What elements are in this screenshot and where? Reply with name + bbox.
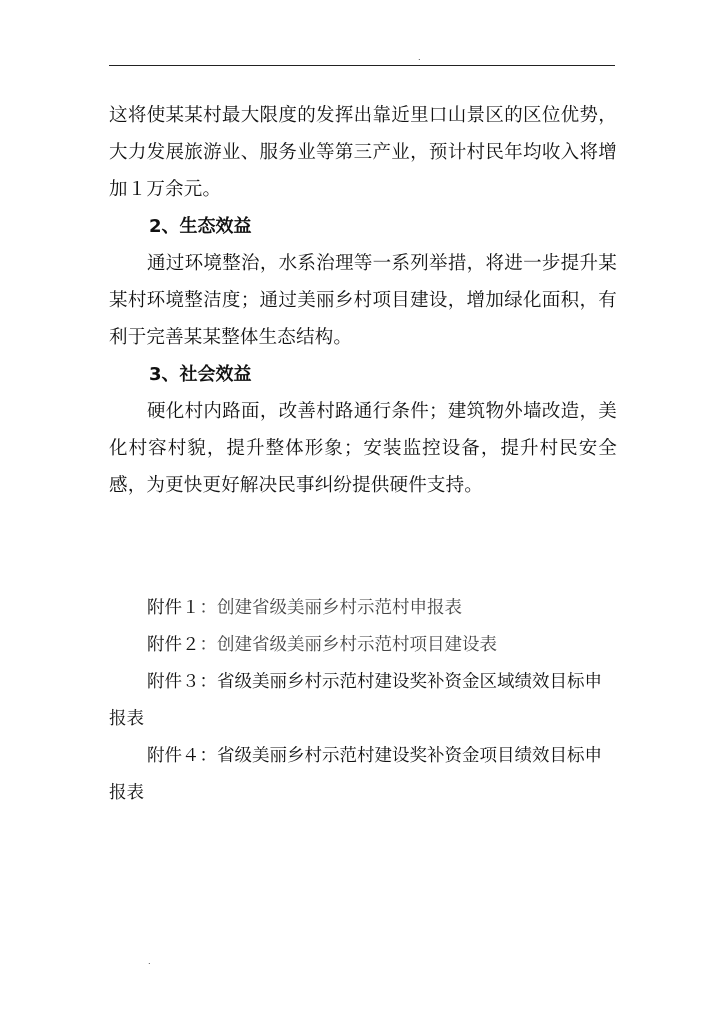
paragraph-social-benefit: 硬化村内路面，改善村路通行条件；建筑物外墙改造，美化村容村貌，提升整体形象；安装监控设备，提升村民安全感，为更快更好解决民事纠纷提供硬件支持。 <box>109 401 617 496</box>
attachment-separator: ： <box>199 635 217 655</box>
header-mark: . <box>418 53 421 62</box>
attachment-separator: ： <box>199 598 217 618</box>
heading-ecological-benefit: 2、生态效益 <box>149 216 252 237</box>
attachment-title: 省级美丽乡村示范村建设奖补资金区域绩效目标申报表 <box>109 672 602 729</box>
attachment-item <box>109 738 617 812</box>
attachment-label: 附件１ <box>147 598 200 618</box>
paragraph-ecological-benefit: 通过环境整治，水系治理等一系列举措，将进一步提升某某村环境整洁度；通过美丽乡村项目建设，增加绿化面积，有利于完善某某整体生态结构。 <box>109 253 617 348</box>
attachment-list <box>109 590 617 812</box>
attachment-separator: ： <box>199 746 217 766</box>
header-rule <box>109 65 615 66</box>
attachment-title: 省级美丽乡村示范村建设奖补资金项目绩效目标申报表 <box>109 746 602 803</box>
footer-mark: . <box>148 957 151 966</box>
heading-social-benefit: 3、社会效益 <box>149 364 252 385</box>
attachment-item <box>109 664 617 738</box>
paragraph-location-advantage: 这将使某某村最大限度的发挥出靠近里口山景区的区位优势，大力发展旅游业、服务业等第三产业，预计村民年均收入将增加１万余元。 <box>109 105 617 200</box>
attachment-item <box>109 627 617 664</box>
attachment-label: 附件４ <box>147 746 200 766</box>
attachment-title: 创建省级美丽乡村示范村项目建设表 <box>217 635 497 655</box>
attachment-label: 附件３ <box>147 672 200 692</box>
attachment-title: 创建省级美丽乡村示范村申报表 <box>217 598 462 618</box>
attachment-item <box>109 590 617 627</box>
attachment-separator: ： <box>199 672 217 692</box>
attachment-label: 附件２ <box>147 635 200 655</box>
document-body <box>109 97 617 504</box>
